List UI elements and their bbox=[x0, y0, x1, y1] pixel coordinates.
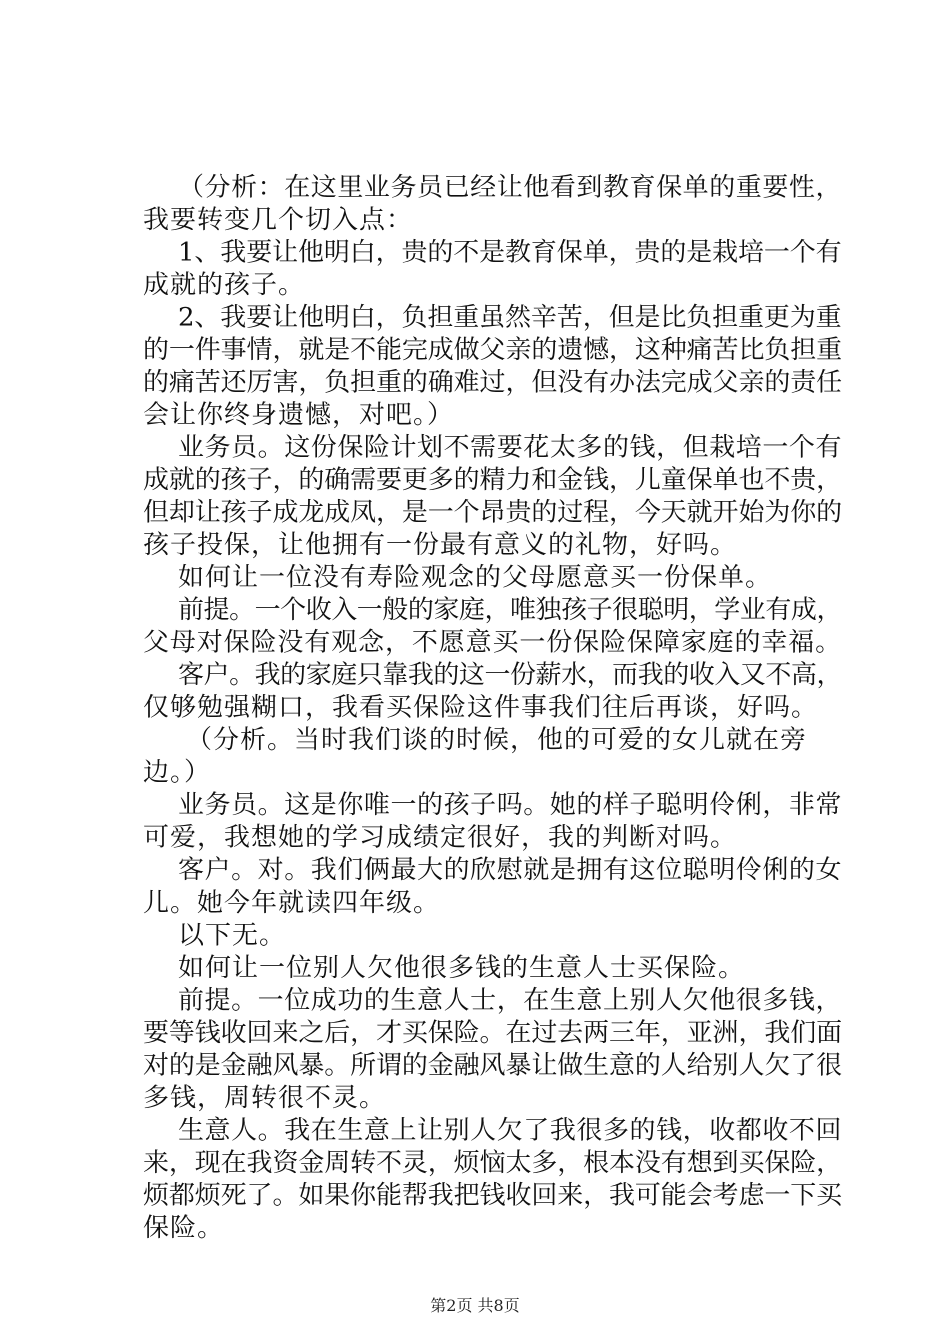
text-line: 如何让一位别人欠他很多钱的生意人士买保险。 bbox=[178, 953, 746, 983]
text-line: 的一件事情，就是不能完成做父亲的遗憾，这种痛苦比负担重 bbox=[143, 335, 843, 366]
text-line: 孩子投保，让他拥有一份最有意义的礼物，好吗。 bbox=[143, 530, 738, 561]
text-line: 如何让一位没有寿险观念的父母愿意买一份保单。 bbox=[178, 563, 773, 593]
document-body bbox=[0, 1, 950, 1325]
text-line: 我要转变几个切入点： bbox=[143, 205, 414, 236]
text-line: 1、我要让他明白，贵的不是教育保单，贵的是栽培一个有 bbox=[178, 237, 842, 268]
text-line: 仅够勉强糊口，我看买保险这件事我们往后再谈，好吗。 bbox=[143, 693, 819, 723]
text-line: 可爱，我想她的学习成绩定很好，我的判断对吗。 bbox=[143, 823, 738, 853]
text-line: 前提。一个收入一般的家庭，唯独孩子很聪明，学业有成， bbox=[178, 595, 843, 626]
text-line: 客户。我的家庭只靠我的这一份薪水，而我的收入又不高， bbox=[178, 660, 843, 691]
text-line: 会让你终身遗憾，对吧。） bbox=[143, 400, 455, 431]
text-line: 业务员。这份保险计划不需要花太多的钱，但栽培一个有 bbox=[178, 433, 843, 463]
text-line: （分析。当时我们谈的时候，他的可爱的女儿就在旁 bbox=[186, 725, 808, 756]
text-line: 儿。她今年就读四年级。 bbox=[143, 888, 441, 918]
text-line: 但却让孩子成龙成凤，是一个昂贵的过程，今天就开始为你的 bbox=[143, 498, 843, 528]
text-line: 以下无。 bbox=[178, 920, 287, 951]
text-line: 多钱，周转很不灵。 bbox=[143, 1083, 387, 1113]
text-line: 成就的孩子，的确需要更多的精力和金钱，儿童保单也不贵， bbox=[143, 465, 843, 496]
text-line: （分析：在这里业务员已经让他看到教育保单的重要性， bbox=[178, 172, 843, 203]
text-line: 父母对保险没有观念，不愿意买一份保险保障家庭的幸福。 bbox=[143, 628, 843, 658]
text-line: 客户。对。我们俩最大的欣慰就是拥有这位聪明伶俐的女 bbox=[178, 855, 843, 886]
text-line: 前提。一位成功的生意人士，在生意上别人欠他很多钱， bbox=[178, 985, 843, 1016]
text-line: 要等钱收回来之后，才买保险。在过去两三年，亚洲，我们面 bbox=[143, 1018, 843, 1048]
text-line: 来，现在我资金周转不灵，烦恼太多，根本没有想到买保险， bbox=[143, 1148, 843, 1178]
text-line: 2、我要让他明白，负担重虽然辛苦，但是比负担重更为重 bbox=[178, 303, 842, 333]
text-line: 成就的孩子。 bbox=[143, 270, 306, 301]
text-line: 的痛苦还厉害，负担重的确难过，但没有办法完成父亲的责任 bbox=[143, 368, 843, 398]
text-line: 业务员。这是你唯一的孩子吗。她的样子聪明伶俐，非常 bbox=[178, 790, 843, 821]
text-line: 生意人。我在生意上让别人欠了我很多的钱，收都收不回 bbox=[178, 1115, 843, 1146]
text-line: 烦都烦死了。如果你能帮我把钱收回来，我可能会考虑一下买 bbox=[143, 1180, 843, 1211]
text-line: 保险。 bbox=[143, 1213, 225, 1243]
text-line: 对的是金融风暴。所谓的金融风暴让做生意的人给别人欠了很 bbox=[143, 1050, 843, 1081]
text-line: 边。） bbox=[143, 758, 212, 788]
page-number-footer: 第2页 共8页 bbox=[430, 1296, 520, 1315]
